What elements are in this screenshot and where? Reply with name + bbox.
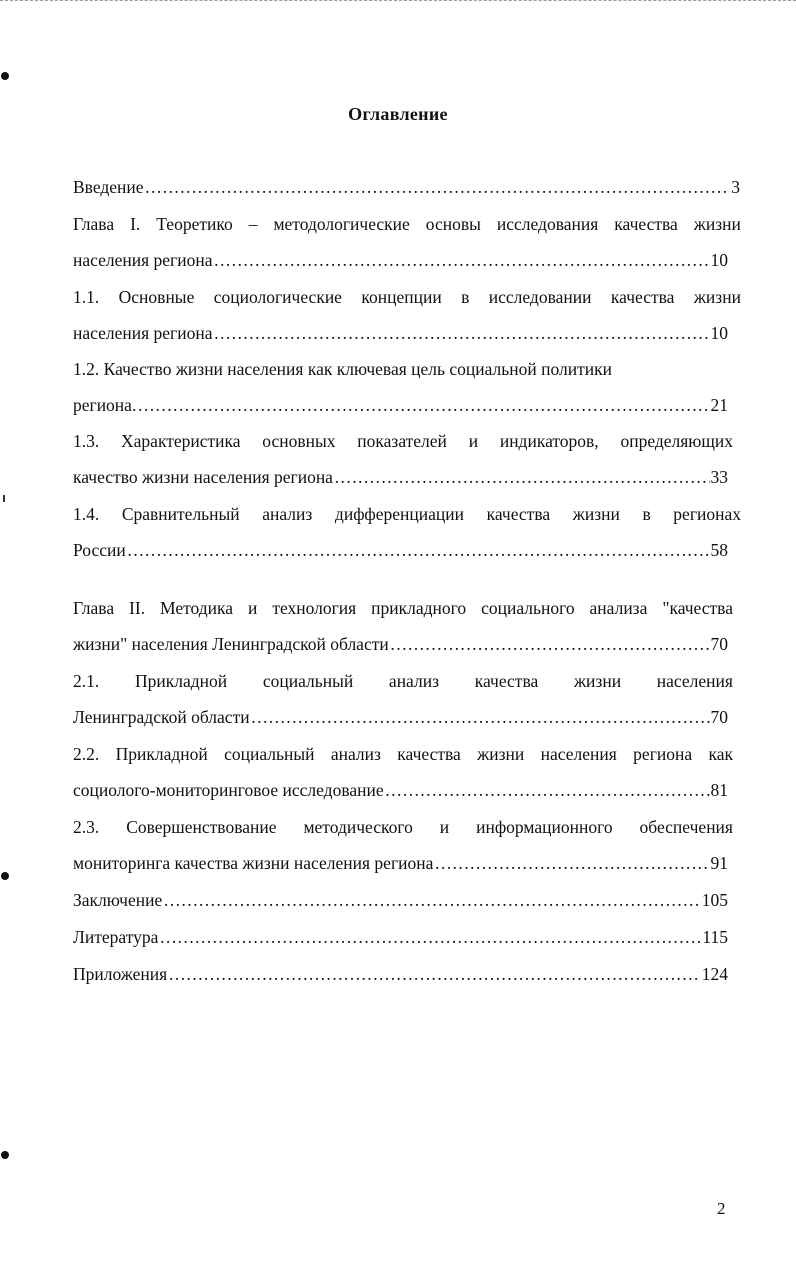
page-title: Оглавление — [348, 104, 448, 124]
dot-leader — [163, 889, 701, 911]
dot-leader — [159, 926, 701, 948]
toc-entry-2-2-line-2[interactable] — [73, 779, 728, 801]
toc-entry-1-3-line-2[interactable] — [73, 466, 728, 488]
toc-page-number: 3 — [731, 177, 740, 197]
word: региона — [633, 744, 693, 764]
word: "качества — [662, 598, 733, 618]
toc-page-number: 91 — [710, 853, 728, 873]
dot-leader — [168, 963, 701, 985]
dot-leader — [127, 539, 710, 561]
word: Характеристика — [121, 431, 241, 451]
word: Прикладной — [134, 671, 228, 691]
toc-entry-1-4-line-1[interactable] — [73, 503, 741, 525]
toc-entry-title: Ленинградской области — [73, 707, 250, 727]
toc-entry-literature[interactable] — [73, 926, 728, 948]
word: качества — [486, 504, 551, 524]
toc-entry-conclusion[interactable] — [73, 889, 728, 911]
toc-entry-title: социолого-мониторинговое исследование — [73, 780, 384, 800]
word: показателей — [357, 431, 447, 451]
dot-leader — [213, 249, 709, 271]
word: социального — [481, 598, 575, 618]
word: Глава — [73, 598, 115, 618]
word: качества — [474, 671, 539, 691]
word: 1.4. — [73, 504, 100, 524]
toc-entry-title: жизни" населения Ленинградской области — [73, 634, 389, 654]
toc-entry-2-2-line-1[interactable] — [73, 743, 733, 765]
word: – — [248, 214, 258, 234]
toc-entry-title: населения региона — [73, 323, 213, 343]
toc-page-number: 70 — [710, 707, 728, 727]
dot-leader — [385, 779, 710, 801]
toc-entry-intro[interactable] — [73, 176, 740, 198]
word: качества — [610, 287, 675, 307]
toc-page-number: 105 — [701, 890, 728, 910]
word: определяющих — [620, 431, 733, 451]
scan-speck — [3, 495, 5, 502]
word: 2.3. — [73, 817, 100, 837]
toc-entry-title: Введение — [73, 177, 144, 197]
toc-entry-title: Литература — [73, 927, 159, 947]
toc-page-number: 115 — [702, 927, 728, 947]
dot-leader — [390, 633, 710, 655]
toc-entry-chapter-2-line-2[interactable] — [73, 633, 728, 655]
word: 2.1. — [73, 671, 100, 691]
word: в — [642, 504, 651, 524]
word: населения — [540, 744, 617, 764]
dot-leader — [213, 322, 709, 344]
dot-leader — [334, 466, 710, 488]
toc-entry-2-3-line-1[interactable] — [73, 816, 733, 838]
word: прикладного — [371, 598, 467, 618]
word: жизни — [572, 504, 620, 524]
word: социальный — [262, 671, 354, 691]
word: Методика — [160, 598, 234, 618]
toc-entry-1-1-line-2[interactable] — [73, 322, 728, 344]
toc-entry-chapter-1-line-1[interactable] — [73, 213, 741, 235]
word: анализ — [262, 504, 313, 524]
toc-entry-1-2-line-2[interactable] — [73, 394, 728, 416]
word: I. — [130, 214, 141, 234]
dot-leader — [434, 852, 709, 874]
word: и — [248, 598, 258, 618]
toc-entry-title: населения региона — [73, 250, 213, 270]
word: анализ — [330, 744, 381, 764]
word: 2.2. — [73, 744, 100, 764]
toc-page-number: 10 — [710, 323, 728, 343]
word: технология — [272, 598, 357, 618]
word: жизни — [693, 287, 741, 307]
toc-page-number: 10 — [710, 250, 728, 270]
toc-page-number: 124 — [701, 964, 728, 984]
punch-hole-mark — [1, 872, 9, 880]
word: и — [468, 431, 479, 451]
toc-entry-2-3-line-2[interactable] — [73, 852, 728, 874]
word: социологические — [213, 287, 342, 307]
word: анализ — [388, 671, 439, 691]
word: качества — [614, 214, 678, 234]
word: информационного — [476, 817, 613, 837]
word: основных — [262, 431, 336, 451]
toc-entry-title: Заключение — [73, 890, 163, 910]
toc-page-number: 33 — [710, 467, 728, 487]
word: исследовании — [488, 287, 592, 307]
word: Сравнительный — [121, 504, 240, 524]
toc-page-number: 81 — [710, 780, 728, 800]
page-number: 2 — [717, 1199, 726, 1218]
toc-entry-appendix[interactable] — [73, 963, 728, 985]
dot-leader — [145, 176, 731, 198]
word: как — [708, 744, 733, 764]
toc-entry-1-3-line-1[interactable] — [73, 430, 733, 452]
word: 1.1. — [73, 287, 100, 307]
toc-page-number: 58 — [710, 540, 728, 560]
toc-entry-title: мониторинга качества жизни населения региона — [73, 853, 434, 873]
word: индикаторов, — [499, 431, 599, 451]
toc-entry-title: региона. — [73, 395, 137, 415]
dot-leader — [251, 706, 710, 728]
word: исследования — [496, 214, 599, 234]
toc-entry-1-4-line-2[interactable] — [73, 539, 728, 561]
toc-entry-chapter-1-line-2[interactable] — [73, 249, 728, 271]
punch-hole-mark — [1, 1151, 9, 1159]
word: жизни — [573, 671, 622, 691]
word: обеспечения — [639, 817, 733, 837]
word: Глава — [73, 214, 115, 234]
word: Теоретико — [156, 214, 233, 234]
word: методологические — [273, 214, 410, 234]
word: в — [461, 287, 470, 307]
toc-entry-1-2-line-1[interactable]: 1.2. Качество жизни населения как ключевая цель социальной политики — [73, 359, 612, 379]
word: социальный — [224, 744, 315, 764]
toc-entry-title: качество жизни населения региона — [73, 467, 333, 487]
word: и — [439, 817, 450, 837]
word: основы — [425, 214, 481, 234]
toc-entry-chapter-2-line-1[interactable] — [73, 597, 733, 619]
toc-entry-2-1-line-2[interactable] — [73, 706, 728, 728]
word: 1.3. — [73, 431, 100, 451]
word: дифференциации — [334, 504, 465, 524]
word: регионах — [673, 504, 741, 524]
word: Основные — [118, 287, 195, 307]
scan-top-edge — [0, 0, 796, 4]
toc-page-number: 21 — [710, 395, 728, 415]
toc-entry-title: России — [73, 540, 126, 560]
toc-page-number: 70 — [710, 634, 728, 654]
dot-leader — [137, 394, 709, 416]
word: населения — [656, 671, 733, 691]
word: Совершенствование — [126, 817, 277, 837]
word: анализа — [589, 598, 648, 618]
word: методического — [303, 817, 413, 837]
toc-entry-1-1-line-1[interactable] — [73, 286, 741, 308]
toc-entry-2-1-line-1[interactable] — [73, 670, 733, 692]
toc-entry-title: Приложения — [73, 964, 168, 984]
word: II. — [129, 598, 146, 618]
word: жизни — [477, 744, 525, 764]
word: Прикладной — [115, 744, 208, 764]
word: качества — [397, 744, 461, 764]
word: жизни — [693, 214, 741, 234]
punch-hole-mark — [1, 72, 9, 80]
word: концепции — [361, 287, 442, 307]
